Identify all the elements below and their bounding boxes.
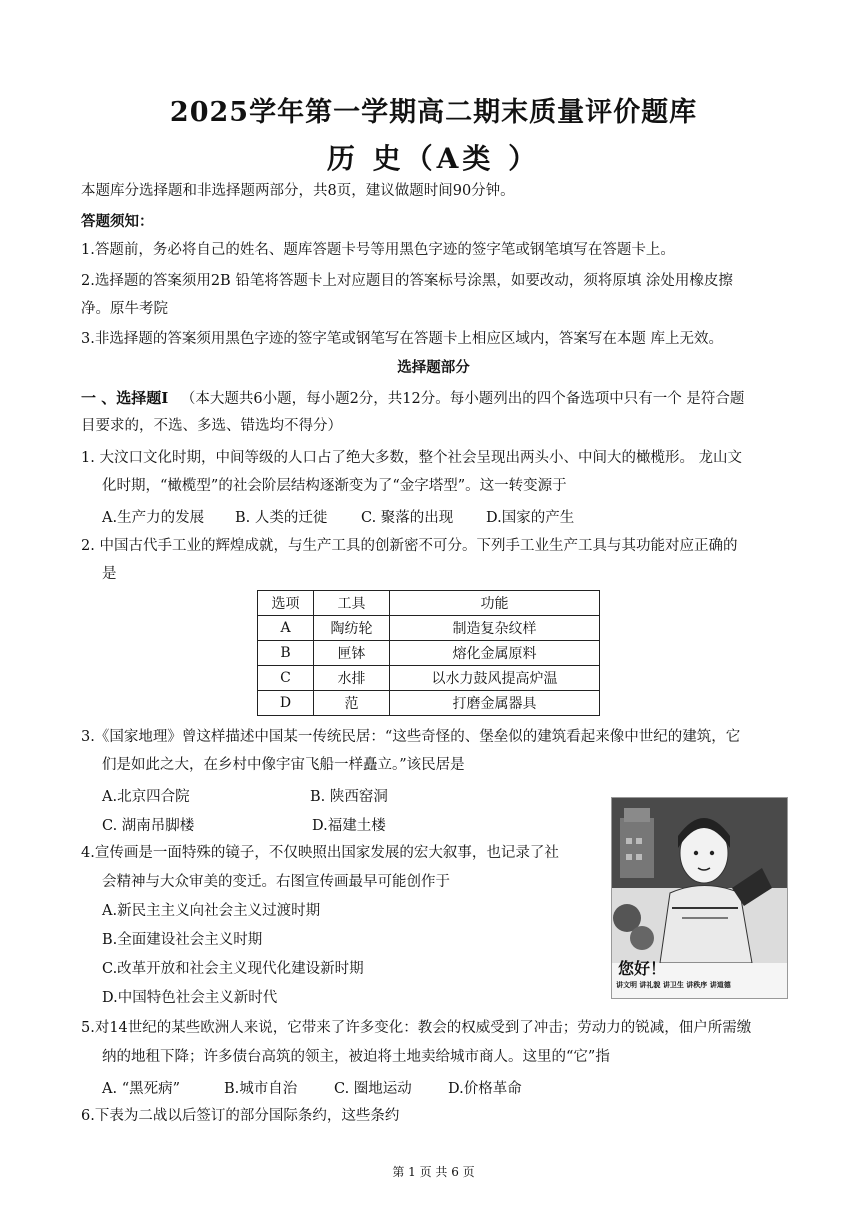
notice-item: 2.选择题的答案须用2B 铅笔将答题卡上对应题目的答案标号涂黑，如要改动，须将原填 涂处用橡皮擦 [81, 273, 733, 289]
option-d[interactable]: D.福建土楼 [312, 818, 386, 834]
table-cell: A [258, 616, 314, 641]
option-a[interactable]: A.北京四合院 [102, 789, 190, 805]
option-d[interactable]: D.国家的产生 [486, 510, 575, 526]
q2-table [257, 590, 600, 716]
q4-stem-cont: 会精神与大众审美的变迁。右图宣传画最早可能创作于 [102, 874, 450, 890]
option-a[interactable]: A. “黑死病” [102, 1081, 181, 1097]
option-c[interactable]: C.改革开放和社会主义现代化建设新时期 [102, 961, 364, 977]
page-footer: 第 1 页 共 6 页 [392, 1165, 475, 1179]
q5-options [102, 1077, 522, 1098]
q3-options-row2 [102, 814, 386, 835]
q5-stem: 5.对14世纪的某些欧洲人来说，它带来了许多变化：教会的权威受到了冲击；劳动力的锐减，佃户所需缴 [81, 1020, 752, 1036]
option-b[interactable]: B.城市自治 [224, 1081, 298, 1097]
poster-slogan: 讲文明 讲礼貌 讲卫生 讲秩序 讲道德 [616, 981, 731, 989]
part1-heading: 一 、选择题I [81, 389, 169, 407]
table-header: 工具 [314, 591, 390, 616]
option-a[interactable]: A.生产力的发展 [102, 510, 205, 526]
q2-stem-cont: 是 [102, 566, 117, 582]
part1-desc: （本大题共6小题，每小题2分，共12分。每小题列出的四个备选项中只有一个 是符合题 [180, 391, 745, 407]
table-row [258, 691, 600, 716]
q5-stem-cont: 纳的地租下降；许多债台高筑的领主，被迫将土地卖给城市商人。这里的“它”指 [102, 1049, 610, 1065]
option-d[interactable]: D.价格革命 [448, 1081, 522, 1097]
option-c[interactable]: C. 湖南吊脚楼 [102, 818, 195, 834]
table-cell: 水排 [314, 666, 390, 691]
table-header-row [258, 591, 600, 616]
q1-stem-cont: 化时期，“橄榄型”的社会阶层结构逐渐变为了“金字塔型”。这一转变源于 [102, 478, 567, 494]
table-cell: 熔化金属原料 [390, 641, 600, 666]
option-a[interactable]: A.新民主主义向社会主义过渡时期 [102, 903, 321, 919]
table-header: 选项 [258, 591, 314, 616]
exam-subtitle: 历 史（A类 ） [326, 142, 541, 175]
q3-options-row1 [102, 785, 388, 806]
table-cell: 陶纺轮 [314, 616, 390, 641]
option-b[interactable]: B.全面建设社会主义时期 [102, 932, 263, 948]
propaganda-poster-image [611, 797, 788, 999]
option-b[interactable]: B. 陕西窑洞 [310, 789, 388, 805]
notice-heading: 答题须知： [81, 213, 154, 230]
section-title: 选择题部分 [397, 359, 470, 376]
option-c[interactable]: C. 聚落的出现 [361, 510, 454, 526]
part1-desc-cont: 目要求的，不选、多选、错选均不得分） [81, 418, 342, 434]
table-cell: D [258, 691, 314, 716]
option-c[interactable]: C. 圈地运动 [334, 1081, 412, 1097]
table-header: 功能 [390, 591, 600, 616]
q2-stem: 2. 中国古代手工业的辉煌成就，与生产工具的创新密不可分。下列手工业生产工具与其功能对应正确的 [81, 538, 738, 554]
notice-item: 净。原牛考院 [81, 301, 168, 317]
option-d[interactable]: D.中国特色社会主义新时代 [102, 990, 278, 1006]
q6-stem: 6.下表为二战以后签订的部分国际条约，这些条约 [81, 1108, 400, 1124]
table-row [258, 641, 600, 666]
table-cell: 打磨金属器具 [390, 691, 600, 716]
table-row [258, 616, 600, 641]
intro-text: 本题库分选择题和非选择题两部分，共8页，建议做题时间90分钟。 [81, 183, 515, 199]
option-b[interactable]: B. 人类的迁徙 [235, 510, 328, 526]
poster-greeting: 您好！ [618, 959, 667, 978]
q4-stem: 4.宣传画是一面特殊的镜子，不仅映照出国家发展的宏大叙事，也记录了社 [81, 845, 559, 861]
table-row [258, 666, 600, 691]
exam-title: 2025学年第一学期高二期末质量评价题库 [169, 97, 698, 128]
table-cell: 范 [314, 691, 390, 716]
notice-item: 1.答题前，务必将自己的姓名、题库答题卡号等用黑色字迹的签字笔或钢笔填写在答题卡上。 [81, 242, 675, 258]
part1-header [81, 388, 744, 409]
table-cell: C [258, 666, 314, 691]
q1-stem: 1. 大汶口文化时期，中间等级的人口占了绝大多数，整个社会呈现出两头小、中间大的橄榄形。 龙山文 [81, 450, 743, 466]
table-cell: 匣钵 [314, 641, 390, 666]
table-cell: B [258, 641, 314, 666]
table-cell: 以水力鼓风提高炉温 [390, 666, 600, 691]
q3-stem: 3.《国家地理》曾这样描述中国某一传统民居：“这些奇怪的、堡垒似的建筑看起来像中世纪的建筑，它 [81, 729, 741, 745]
notice-item: 3.非选择题的答案须用黑色字迹的签字笔或钢笔写在答题卡上相应区域内，答案写在本题 库上无效。 [81, 331, 723, 347]
q3-stem-cont: 们是如此之大，在乡村中像宇宙飞船一样矗立。”该民居是 [102, 757, 465, 773]
table-cell: 制造复杂纹样 [390, 616, 600, 641]
q1-options [102, 506, 574, 527]
